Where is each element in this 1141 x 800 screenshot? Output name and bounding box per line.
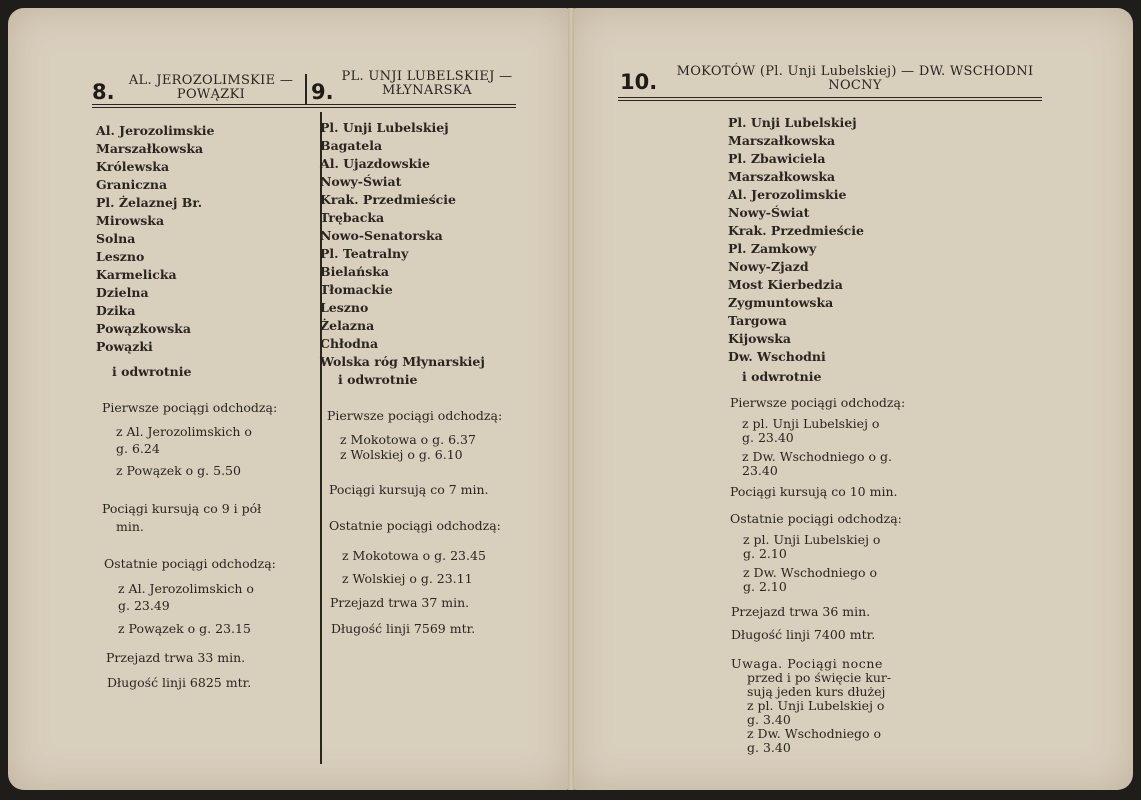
left-page — [8, 8, 570, 790]
stop-item: Al. Jerozolimskie — [96, 123, 215, 138]
first-time-line: z pl. Unji Lubelskiej o — [742, 416, 880, 431]
stop-item: Powązki — [96, 339, 153, 354]
header-rule-bottom — [92, 107, 516, 108]
route-10-first-times — [742, 417, 892, 478]
last-time-line: z Al. Jerozolimskich o — [118, 581, 254, 596]
route-9-last-label: Ostatnie pociągi odchodzą: — [329, 518, 501, 533]
route-8-last-label: Ostatnie pociągi odchodzą: — [104, 556, 276, 571]
frequency-line: Pociągi kursują co 9 i pół — [102, 501, 262, 516]
last-time-line: g. 2.10 — [743, 546, 787, 561]
route-10-last-label: Ostatnie pociągi odchodzą: — [730, 511, 902, 526]
last-time-line: z Dw. Wschodniego o — [743, 565, 878, 580]
first-time-line: 23.40 — [742, 463, 778, 478]
route-9-number: 9. — [311, 80, 334, 104]
stop-item: Pl. Unji Lubelskiej — [728, 115, 857, 130]
note-line: z Dw. Wschodniego o — [747, 726, 882, 741]
stop-item: Kijowska — [728, 331, 792, 346]
route-9-frequency: Pociągi kursują co 7 min. — [329, 482, 489, 497]
route-8-title-line1: AL. JEROZOLIMSKIE — — [128, 73, 294, 88]
stop-item: Bielańska — [320, 264, 390, 279]
route-8-first-label: Pierwsze pociągi odchodzą: — [102, 400, 278, 415]
stop-item: Dzielna — [96, 285, 149, 300]
route-10-stop-list — [728, 114, 864, 366]
stop-item: Leszno — [320, 300, 369, 315]
route-9-length: Długość linji 7569 mtr. — [331, 621, 476, 636]
stop-item: Powązkowska — [96, 321, 191, 336]
stop-item: Tłomackie — [320, 282, 393, 297]
route-10-title-line2: NOCNY — [828, 78, 882, 93]
stop-item: Pl. Teatralny — [320, 246, 409, 261]
route-10-return-note: i odwrotnie — [742, 369, 822, 384]
stop-item: Królewska — [96, 159, 170, 174]
last-time-line: g. 2.10 — [743, 579, 787, 594]
last-time-line: g. 23.49 — [118, 598, 170, 613]
stop-item: Trębacka — [320, 210, 385, 225]
stop-item: Most Kierbedzia — [728, 277, 843, 292]
route-8-stop-list — [96, 122, 215, 356]
stop-item: Marszałkowska — [728, 133, 836, 148]
route-9-first-times — [340, 432, 476, 462]
note-line: z pl. Unji Lubelskiej o — [747, 698, 885, 713]
route-8-travel-time: Przejazd trwa 33 min. — [106, 650, 246, 665]
route-10-first-label: Pierwsze pociągi odchodzą: — [730, 395, 906, 410]
first-time-line: z Wolskiej o g. 6.10 — [340, 447, 463, 462]
stop-item: Leszno — [96, 249, 145, 264]
note-line: sują jeden kurs dłużej — [747, 684, 886, 699]
route-9-stop-list — [320, 119, 485, 371]
route-10-length: Długość linji 7400 mtr. — [731, 627, 876, 642]
stop-item: Targowa — [728, 313, 787, 328]
stop-item: Graniczna — [96, 177, 168, 192]
stop-item: Pl. Zamkowy — [728, 241, 817, 256]
stop-item: Nowy-Zjazd — [728, 259, 809, 274]
route-9-travel-time: Przejazd trwa 37 min. — [330, 595, 470, 610]
last-time-line: z Wolskiej o g. 23.11 — [342, 571, 473, 586]
stop-item: Pl. Żelaznej Br. — [96, 195, 203, 210]
header-rule-bottom-right — [618, 100, 1042, 101]
stop-item: Dzika — [96, 303, 136, 318]
header-rule-top — [92, 104, 516, 105]
route-8-title-line2: POWĄZKI — [176, 87, 246, 102]
stop-item: Nowy-Świat — [728, 205, 810, 220]
route-9-return-note: i odwrotnie — [338, 372, 418, 387]
route-8-number: 8. — [92, 80, 115, 104]
stop-item: Krak. Przedmieście — [320, 192, 456, 207]
first-time-line: g. 6.24 — [116, 441, 160, 456]
stop-item: Marszałkowska — [96, 141, 204, 156]
stop-item: Pl. Unji Lubelskiej — [320, 120, 449, 135]
note-line: Uwaga. Pociągi nocne — [731, 656, 883, 671]
stop-item: Marszałkowska — [728, 169, 836, 184]
stop-item: Nowo-Senatorska — [320, 228, 443, 243]
stop-item: Chłodna — [320, 336, 379, 351]
route-8-return-note: i odwrotnie — [112, 364, 192, 379]
header-rule-top-right — [618, 97, 1042, 98]
route-10-travel-time: Przejazd trwa 36 min. — [731, 604, 871, 619]
route-8-length: Długość linji 6825 mtr. — [107, 675, 252, 690]
route-8-title — [118, 74, 304, 102]
first-time-line: z Mokotowa o g. 6.37 — [340, 432, 476, 447]
stop-item: Karmelicka — [96, 267, 177, 282]
route-10-number: 10. — [620, 70, 658, 94]
route-9-title-line1: PL. UNJI LUBELSKIEJ — — [341, 69, 513, 84]
route-8-first-times — [116, 423, 252, 479]
stop-item: Wolska róg Młynarskiej — [320, 354, 485, 369]
route-8-last-times — [118, 580, 254, 637]
stop-item: Krak. Przedmieście — [728, 223, 864, 238]
route-10-title-line1: MOKOTÓW (Pl. Unji Lubelskiej) — DW. WSCHODNI — [676, 64, 1034, 79]
stop-item: Al. Ujazdowskie — [320, 156, 431, 171]
frequency-line: min. — [116, 519, 144, 534]
first-time-line: z Al. Jerozolimskich o — [116, 424, 252, 439]
route-9-title — [332, 70, 522, 98]
stop-item: Solna — [96, 231, 136, 246]
last-time-line: z Mokotowa o g. 23.45 — [342, 548, 486, 563]
last-time-line: z Powązek o g. 23.15 — [118, 621, 251, 636]
stop-item: Żelazna — [320, 318, 375, 333]
route-9-title-line2: MŁYNARSKA — [381, 83, 472, 98]
stop-item: Pl. Zbawiciela — [728, 151, 826, 166]
stop-item: Al. Jerozolimskie — [728, 187, 847, 202]
stop-item: Mirowska — [96, 213, 165, 228]
stop-item: Zygmuntowska — [728, 295, 834, 310]
route-9-first-label: Pierwsze pociągi odchodzą: — [327, 408, 503, 423]
first-time-line: z Powązek o g. 5.50 — [116, 463, 241, 478]
note-line: przed i po święcie kur- — [747, 670, 892, 685]
route-10-night-note — [731, 657, 891, 755]
header-divider — [305, 74, 307, 104]
route-10-frequency: Pociągi kursują co 10 min. — [730, 484, 898, 499]
first-time-line: g. 23.40 — [742, 430, 794, 445]
first-time-line: z Dw. Wschodniego o g. — [742, 449, 893, 464]
last-time-line: z pl. Unji Lubelskiej o — [743, 532, 881, 547]
stop-item: Bagatela — [320, 138, 383, 153]
route-10-last-times — [743, 533, 880, 594]
note-line: g. 3.40 — [747, 712, 791, 727]
stop-item: Nowy-Świat — [320, 174, 402, 189]
note-line: g. 3.40 — [747, 740, 791, 755]
stop-item: Dw. Wschodni — [728, 349, 826, 364]
route-8-frequency — [102, 500, 261, 536]
route-9-last-times — [342, 544, 486, 590]
book-gutter — [568, 8, 574, 790]
route-10-title — [660, 65, 1050, 93]
